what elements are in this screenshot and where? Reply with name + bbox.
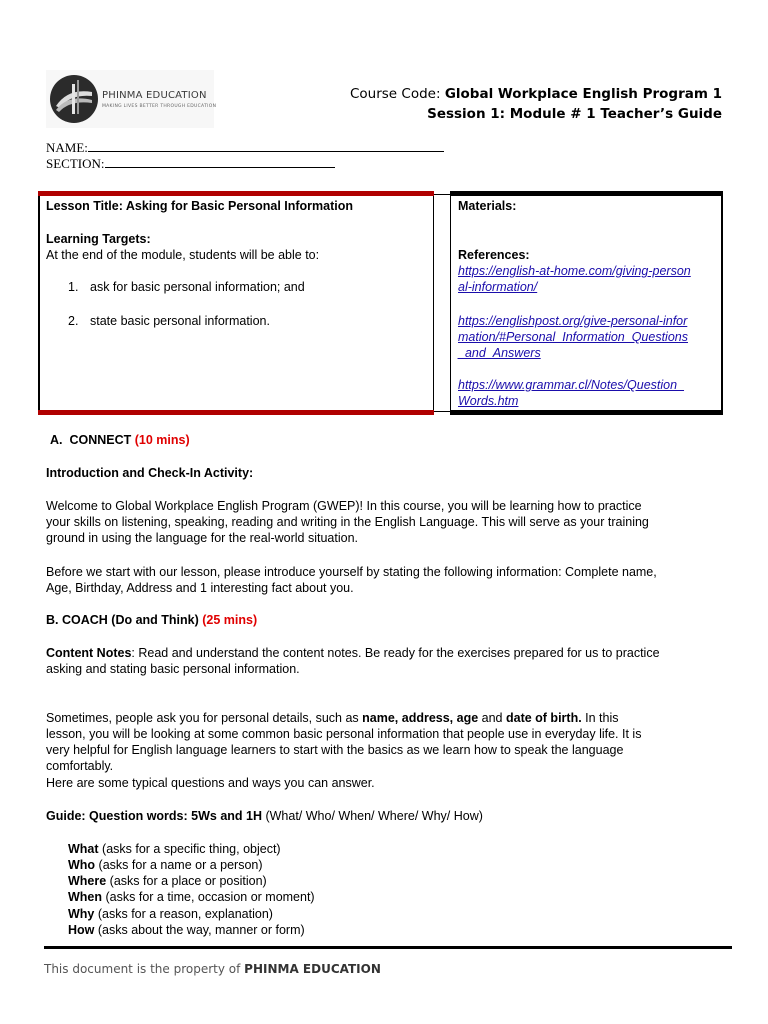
text-run: In this: [581, 711, 619, 725]
bold-run: date of birth.: [505, 711, 582, 725]
footer-text: [44, 962, 381, 976]
red-border-top: [38, 191, 434, 196]
guide-text: (What/ Who/ When/ Where/ Why/ How): [262, 809, 483, 823]
references-heading: References:: [458, 248, 530, 262]
course-code-line: [350, 86, 722, 102]
content-notes-label: Content Notes: [46, 646, 132, 660]
reference-link[interactable]: mation/#Personal_Information_Questions: [458, 330, 688, 344]
guide-line: [46, 808, 483, 825]
question-word-item: [68, 922, 305, 939]
target-item: state basic personal information.: [90, 314, 270, 328]
question-word-desc: (asks for a reason, explanation): [94, 907, 273, 921]
reference-link[interactable]: _and_Answers: [458, 346, 541, 360]
intro-line: Before we start with our lesson, please introduce yourself by stating the following information: Complete name,: [46, 565, 657, 579]
footer-prefix: This document is the property of: [44, 962, 245, 976]
paragraph-line: comfortably.: [46, 759, 114, 773]
black-border-bottom: [450, 410, 723, 415]
question-word-item: [68, 841, 281, 858]
intro-line: Age, Birthday, Address and 1 interesting fact about you.: [46, 581, 354, 595]
content-notes-line: [46, 645, 660, 662]
footer-owner: PHINMA EDUCATION: [244, 962, 381, 976]
learning-targets-intro: At the end of the module, students will be able to:: [46, 248, 320, 262]
guide-label: Guide: Question words: 5Ws and 1H: [46, 809, 262, 823]
question-word-desc: (asks for a specific thing, object): [98, 842, 281, 856]
welcome-line: your skills on listening, speaking, reading and writing in the English Language. This will serve as your training: [46, 515, 649, 529]
question-word: When: [68, 890, 103, 904]
materials-box: [450, 192, 723, 414]
connect-letter: A.: [50, 433, 63, 447]
paragraph-line: very helpful for English language learners to start with the basics as we learn how to speak the language: [46, 743, 624, 757]
reference-link[interactable]: Words.htm: [458, 394, 519, 408]
text-run: Sometimes, people ask you for personal details, such as: [46, 711, 363, 725]
welcome-line: ground in using the language for the real-world situation.: [46, 531, 359, 545]
name-underline: [88, 140, 444, 152]
question-word-desc: (asks about the way, manner or form): [94, 923, 305, 937]
question-word: Why: [68, 907, 95, 921]
footer-rule: [44, 946, 732, 949]
name-field: [46, 140, 444, 156]
section-underline: [105, 156, 335, 168]
lesson-box: [38, 192, 434, 414]
question-word-item: [68, 889, 315, 906]
content-notes-text: : Read and understand the content notes. Be ready for the exercises prepared for us to practice: [131, 646, 660, 660]
lesson-title: Lesson Title: Asking for Basic Personal Information: [46, 199, 354, 213]
name-label: NAME:: [46, 140, 88, 155]
box-spacer: [434, 194, 450, 412]
course-code-value: Global Workplace English Program 1: [444, 86, 722, 102]
question-word: Who: [68, 858, 96, 872]
coach-time: (25 mins): [202, 613, 258, 627]
reference-link[interactable]: https://www.grammar.cl/Notes/Question_: [458, 378, 685, 392]
paragraph-line: Here are some typical questions and ways you can answer.: [46, 776, 375, 790]
coach-title: B. COACH (Do and Think): [46, 613, 199, 627]
welcome-line: Welcome to Global Workplace English Program (GWEP)! In this course, you will be learning how to practice: [46, 499, 642, 513]
target-number: 2.: [68, 314, 79, 328]
learning-targets-heading: Learning Targets:: [46, 232, 151, 246]
personal-details-line: [46, 710, 619, 727]
red-border-bottom: [38, 410, 434, 415]
reference-link[interactable]: https://englishpost.org/give-personal-infor: [458, 314, 688, 328]
intro-subheading: Introduction and Check-In Activity:: [46, 466, 254, 480]
question-word-desc: (asks for a time, occasion or moment): [102, 890, 315, 904]
connect-title: CONNECT: [69, 433, 132, 447]
reference-link[interactable]: https://english-at-home.com/giving-person: [458, 264, 691, 278]
question-word-item: [68, 873, 267, 890]
question-word: What: [68, 842, 99, 856]
question-word-desc: (asks for a name or a person): [95, 858, 263, 872]
content-notes-line: asking and stating basic personal information.: [46, 662, 300, 676]
session-line: Session 1: Module # 1 Teacher’s Guide: [427, 106, 722, 122]
org-tagline: MAKING LIVES BETTER THROUGH EDUCATION: [102, 104, 217, 109]
connect-heading: [50, 432, 190, 449]
target-item: ask for basic personal information; and: [90, 280, 305, 294]
section-field: [46, 156, 335, 172]
course-code-label: Course Code:: [349, 86, 441, 102]
materials-heading: Materials:: [458, 199, 517, 213]
question-word: How: [68, 923, 95, 937]
org-name: PHINMA EDUCATION: [102, 90, 207, 101]
question-word: Where: [68, 874, 107, 888]
section-label: SECTION:: [46, 156, 105, 171]
question-word-item: [68, 857, 263, 874]
bold-run: name, address, age: [362, 711, 479, 725]
connect-time: (10 mins): [134, 433, 190, 447]
question-word-item: [68, 906, 273, 923]
text-run: and: [478, 711, 506, 725]
question-word-desc: (asks for a place or position): [106, 874, 267, 888]
paragraph-line: lesson, you will be looking at some common basic personal information that people use in everyday life. It is: [46, 727, 642, 741]
target-number: 1.: [68, 280, 79, 294]
black-border-top: [450, 191, 723, 196]
reference-link[interactable]: al-information/: [458, 280, 538, 294]
coach-heading: [46, 612, 257, 629]
